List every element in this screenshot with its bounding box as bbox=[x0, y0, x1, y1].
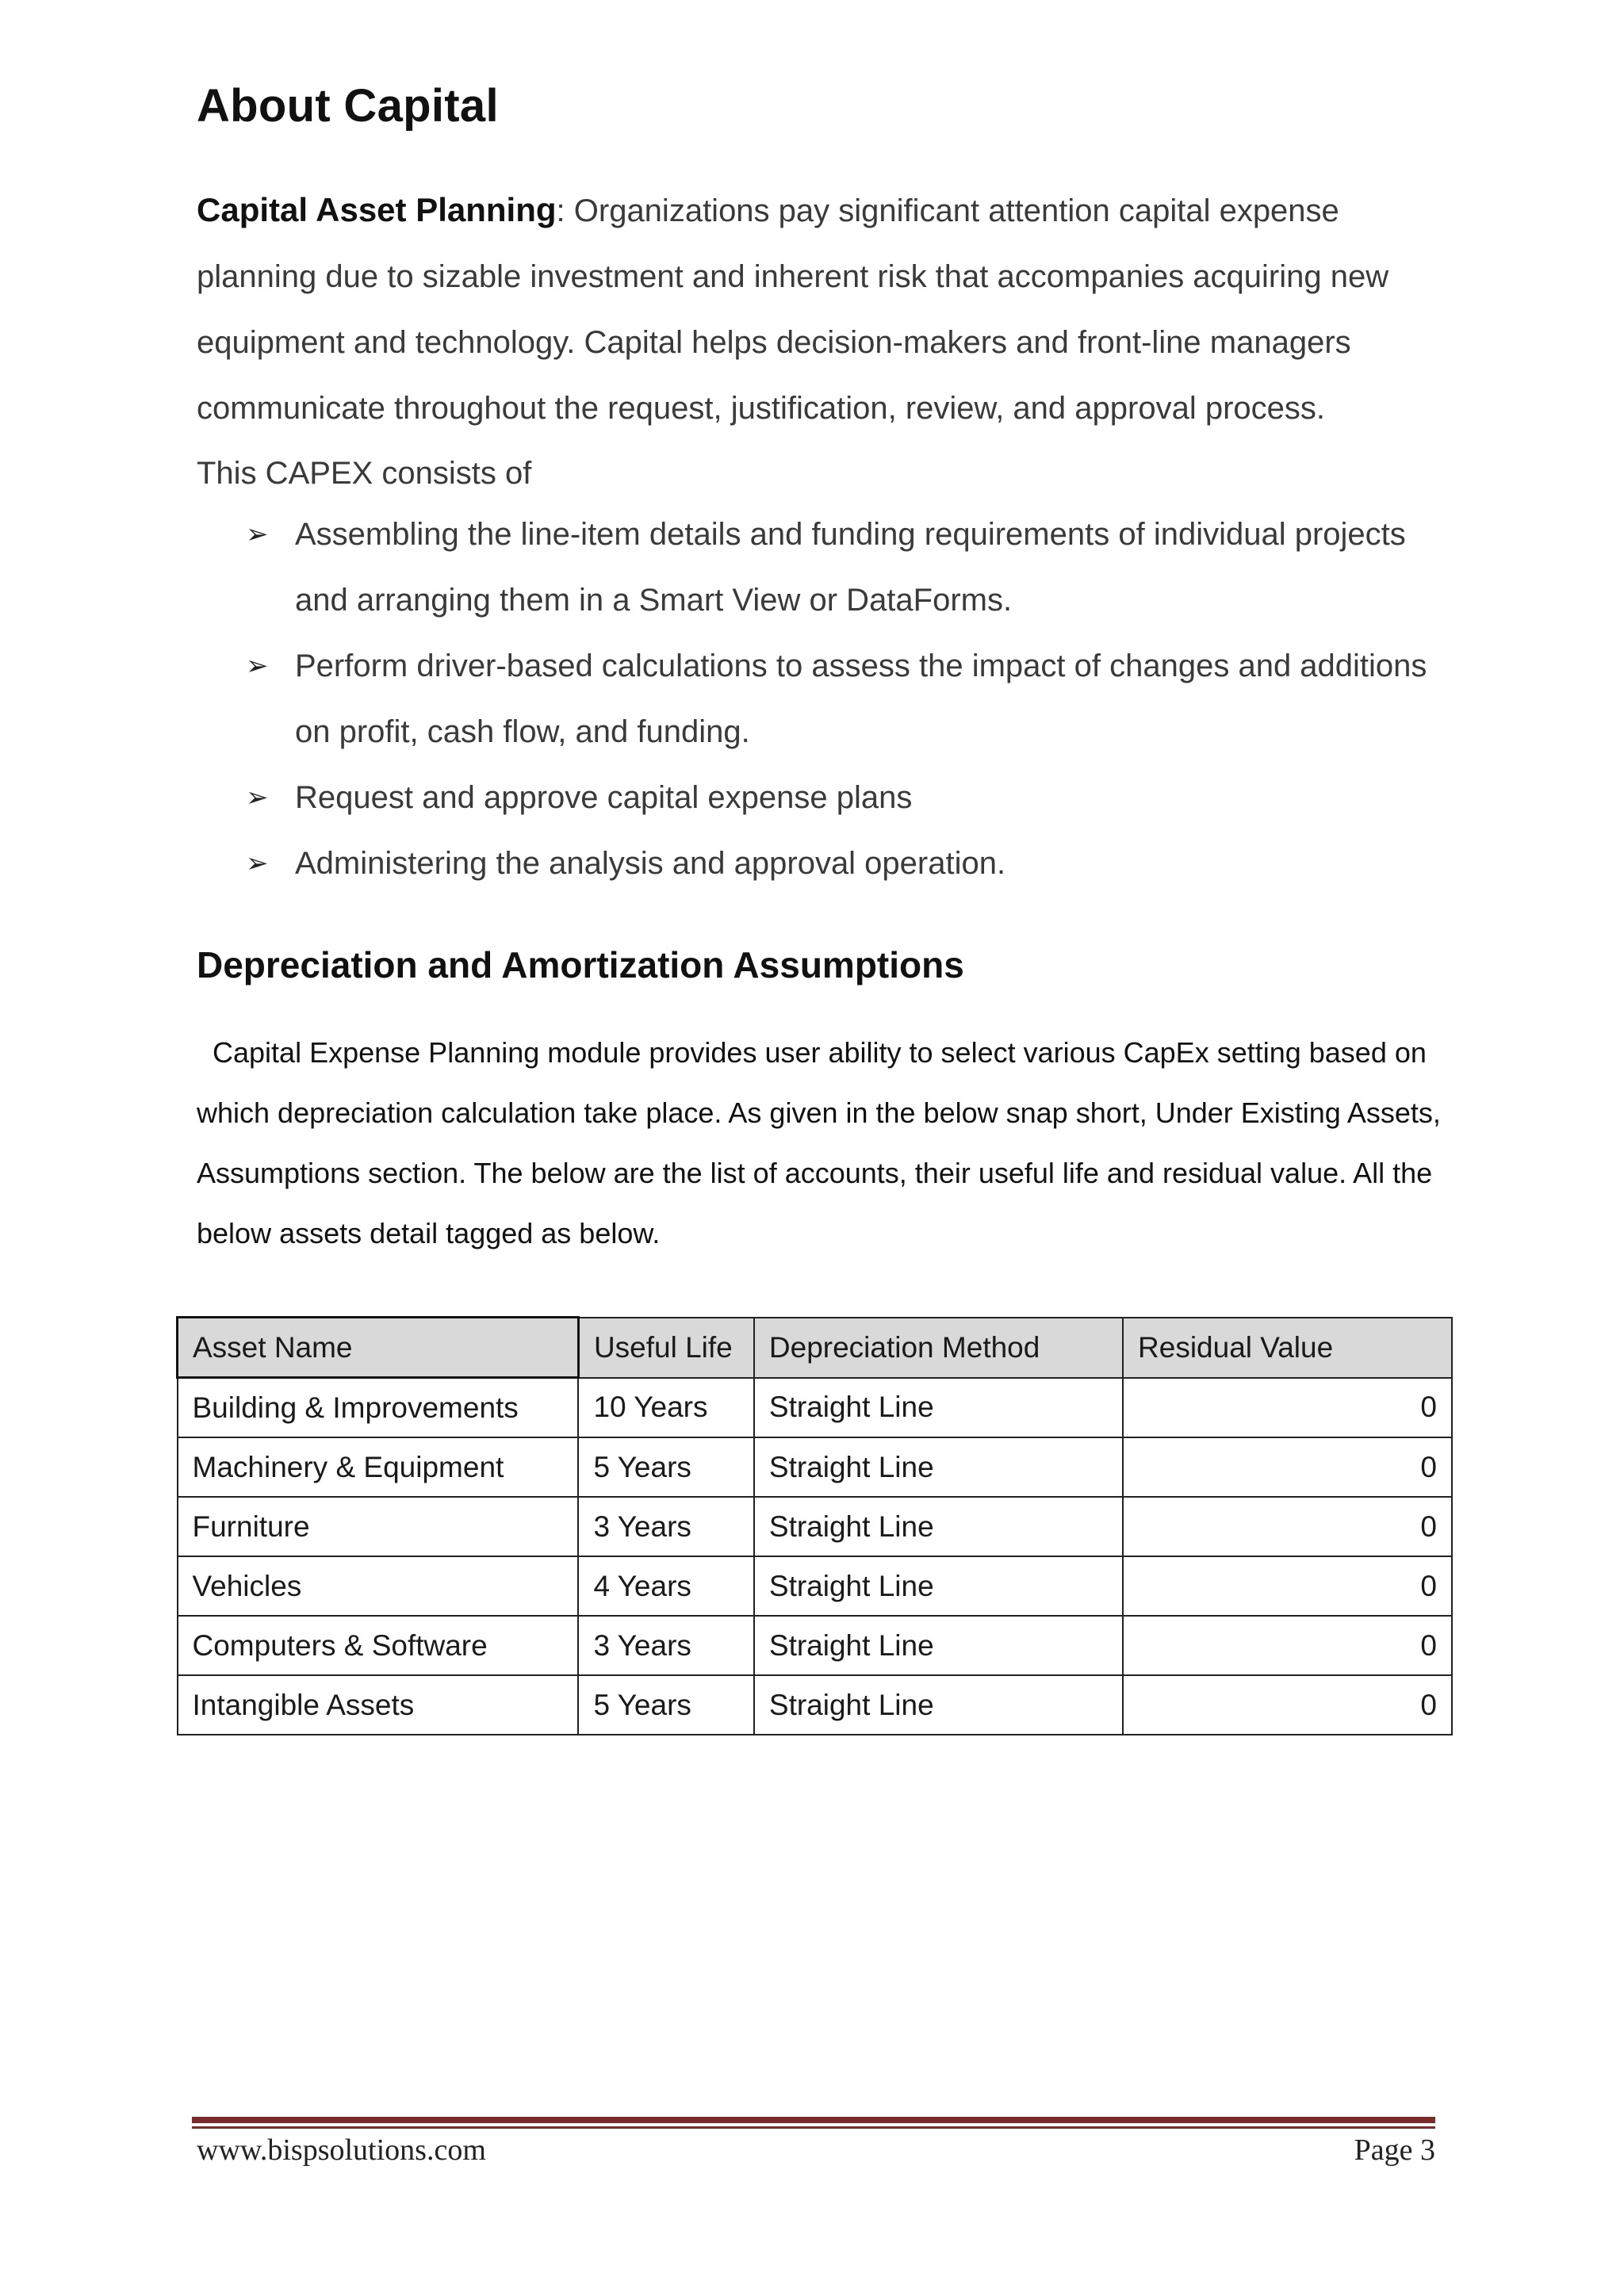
header-useful-life: Useful Life bbox=[578, 1318, 753, 1378]
cell-useful-life: 4 Years bbox=[578, 1556, 753, 1616]
section-paragraph-text: Capital Expense Planning module provides user ability to select various CapEx setting based on which depreciation calculation take place. As given in the below snap short, Under Existing Assets, Assumptions section. The below are the list of accounts, their useful life and residual value. All the below assets detail tagged as below. bbox=[197, 1036, 1441, 1249]
table-row bbox=[178, 1675, 1453, 1735]
table-row bbox=[178, 1437, 1453, 1497]
footer-divider-thin bbox=[192, 2126, 1435, 2129]
section-heading: Depreciation and Amortization Assumptions bbox=[197, 944, 964, 985]
section-paragraph bbox=[197, 1023, 1450, 1264]
cell-residual-value: 0 bbox=[1123, 1497, 1452, 1556]
bullet-text: Perform driver-based calculations to assess the impact of changes and additions on profit, cash flow, and funding. bbox=[295, 649, 1427, 749]
footer-divider-thick bbox=[192, 2117, 1435, 2123]
cell-residual-value: 0 bbox=[1123, 1437, 1452, 1497]
header-depreciation-method: Depreciation Method bbox=[754, 1318, 1123, 1378]
footer-website: www.bispsolutions.com bbox=[197, 2133, 486, 2167]
intro-tail: This CAPEX consists of bbox=[197, 456, 532, 491]
arrow-bullet-icon: ➢ bbox=[246, 519, 269, 549]
bullet-item bbox=[246, 765, 1467, 831]
cell-depreciation-method: Straight Line bbox=[754, 1497, 1123, 1556]
arrow-bullet-icon: ➢ bbox=[246, 651, 269, 681]
cell-asset-name: Vehicles bbox=[178, 1556, 579, 1616]
cell-residual-value: 0 bbox=[1123, 1675, 1452, 1735]
page-heading: About Capital bbox=[197, 80, 499, 132]
cell-residual-value: 0 bbox=[1123, 1556, 1452, 1616]
table-row bbox=[178, 1616, 1453, 1675]
header-asset-name: Asset Name bbox=[178, 1318, 579, 1378]
intro-paragraph bbox=[197, 177, 1450, 442]
intro-lead: Capital Asset Planning bbox=[197, 191, 557, 228]
intro-text: : Organizations pay significant attention capital expense planning due to sizable investment and inherent risk that accompanies acquiring new equipment and technology. Capital helps decision-makers and front-line managers communicate throughout the request, justification, review, and approval process. bbox=[197, 193, 1389, 426]
cell-depreciation-method: Straight Line bbox=[754, 1675, 1123, 1735]
bullet-item bbox=[246, 633, 1467, 765]
table-header-row bbox=[178, 1318, 1453, 1378]
cell-asset-name: Machinery & Equipment bbox=[178, 1437, 579, 1497]
footer-divider bbox=[192, 2117, 1435, 2131]
cell-useful-life: 5 Years bbox=[578, 1675, 753, 1735]
cell-useful-life: 10 Years bbox=[578, 1378, 753, 1438]
bullet-text: Assembling the line-item details and funding requirements of individual projects and arranging them in a Smart View or DataForms. bbox=[295, 517, 1406, 618]
cell-depreciation-method: Straight Line bbox=[754, 1378, 1123, 1438]
bullet-item bbox=[246, 502, 1467, 633]
cell-asset-name: Computers & Software bbox=[178, 1616, 579, 1675]
table-row bbox=[178, 1378, 1453, 1438]
cell-depreciation-method: Straight Line bbox=[754, 1616, 1123, 1675]
cell-useful-life: 3 Years bbox=[578, 1616, 753, 1675]
capex-bullet-list bbox=[246, 502, 1467, 897]
cell-residual-value: 0 bbox=[1123, 1378, 1452, 1438]
cell-useful-life: 3 Years bbox=[578, 1497, 753, 1556]
cell-asset-name: Intangible Assets bbox=[178, 1675, 579, 1735]
cell-useful-life: 5 Years bbox=[578, 1437, 753, 1497]
cell-asset-name: Furniture bbox=[178, 1497, 579, 1556]
footer-page-number: Page 3 bbox=[1354, 2133, 1435, 2167]
table-row bbox=[178, 1556, 1453, 1616]
cell-depreciation-method: Straight Line bbox=[754, 1437, 1123, 1497]
bullet-text: Request and approve capital expense plans bbox=[295, 780, 913, 815]
header-residual-value: Residual Value bbox=[1123, 1318, 1452, 1378]
bullet-text: Administering the analysis and approval operation. bbox=[295, 846, 1006, 881]
asset-assumptions-table bbox=[176, 1316, 1453, 1735]
table-row bbox=[178, 1497, 1453, 1556]
arrow-bullet-icon: ➢ bbox=[246, 848, 269, 878]
bullet-item bbox=[246, 831, 1467, 897]
cell-depreciation-method: Straight Line bbox=[754, 1556, 1123, 1616]
cell-residual-value: 0 bbox=[1123, 1616, 1452, 1675]
arrow-bullet-icon: ➢ bbox=[246, 783, 269, 813]
cell-asset-name: Building & Improvements bbox=[178, 1378, 579, 1438]
